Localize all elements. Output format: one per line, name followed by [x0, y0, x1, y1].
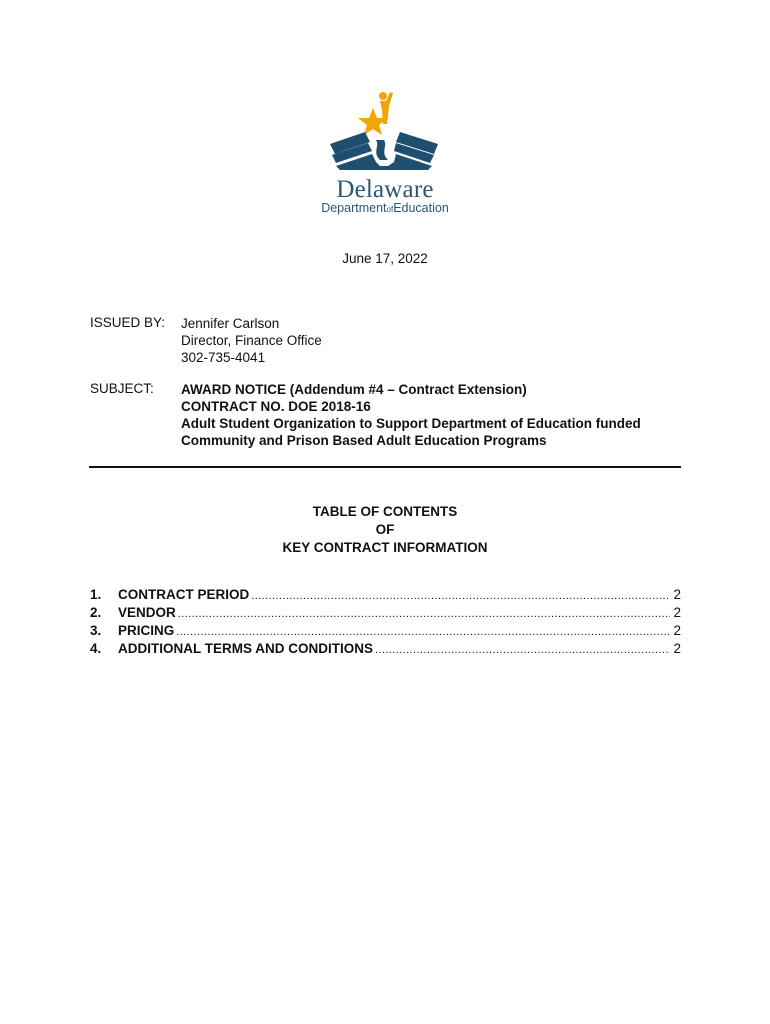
toc-entry[interactable]	[90, 605, 681, 623]
logo-sub-department: Department	[321, 201, 387, 215]
toc-heading-line-3: KEY CONTRACT INFORMATION	[282, 540, 488, 555]
toc-entry-page: 2	[673, 623, 681, 638]
issuer-phone: 302-735-4041	[181, 350, 266, 365]
issued-by-label: ISSUED BY:	[90, 315, 166, 330]
subject-line-3: Adult Student Organization to Support Department of Education funded	[181, 416, 641, 431]
toc-entry-label: ADDITIONAL TERMS AND CONDITIONS	[118, 641, 373, 656]
table-of-contents	[90, 587, 681, 659]
toc-heading	[0, 503, 770, 557]
logo-wordmark: Delaware	[336, 176, 434, 203]
subject-line-4: Community and Prison Based Adult Education Programs	[181, 433, 547, 448]
logo-sub-education: Education	[393, 201, 449, 215]
toc-entry-number: 3.	[90, 623, 102, 638]
subject-line-1: AWARD NOTICE (Addendum #4 – Contract Extension)	[181, 382, 527, 397]
toc-entry-label: CONTRACT PERIOD	[118, 587, 250, 602]
subject-block	[181, 381, 641, 449]
subject-label: SUBJECT:	[90, 381, 154, 396]
toc-entry[interactable]	[90, 587, 681, 605]
subject-line-2: CONTRACT NO. DOE 2018-16	[181, 399, 371, 414]
delaware-doe-logo	[310, 88, 460, 218]
logo-sub-of: of	[386, 205, 394, 214]
issued-by-block	[181, 315, 322, 366]
toc-leader-dots	[375, 644, 670, 656]
toc-entry-page: 2	[673, 641, 681, 656]
toc-heading-line-1: TABLE OF CONTENTS	[312, 504, 458, 519]
document-date: June 17, 2022	[342, 251, 428, 266]
issuer-title: Director, Finance Office	[181, 333, 322, 348]
toc-heading-line-2: OF	[375, 522, 395, 537]
issuer-name: Jennifer Carlson	[181, 316, 280, 331]
logo-subtitle	[310, 201, 460, 215]
toc-leader-dots	[178, 608, 670, 620]
toc-entry-page: 2	[673, 587, 681, 602]
horizontal-divider	[89, 466, 681, 468]
toc-entry-label: PRICING	[118, 623, 175, 638]
toc-entry-number: 1.	[90, 587, 102, 602]
toc-entry-page: 2	[673, 605, 681, 620]
toc-entry-number: 4.	[90, 641, 102, 656]
book-star-emblem-icon	[310, 88, 460, 176]
toc-entry-label: VENDOR	[118, 605, 176, 620]
toc-entry-number: 2.	[90, 605, 102, 620]
toc-leader-dots	[251, 590, 670, 602]
toc-entry[interactable]	[90, 641, 681, 659]
toc-entry[interactable]	[90, 623, 681, 641]
toc-leader-dots	[176, 626, 670, 638]
